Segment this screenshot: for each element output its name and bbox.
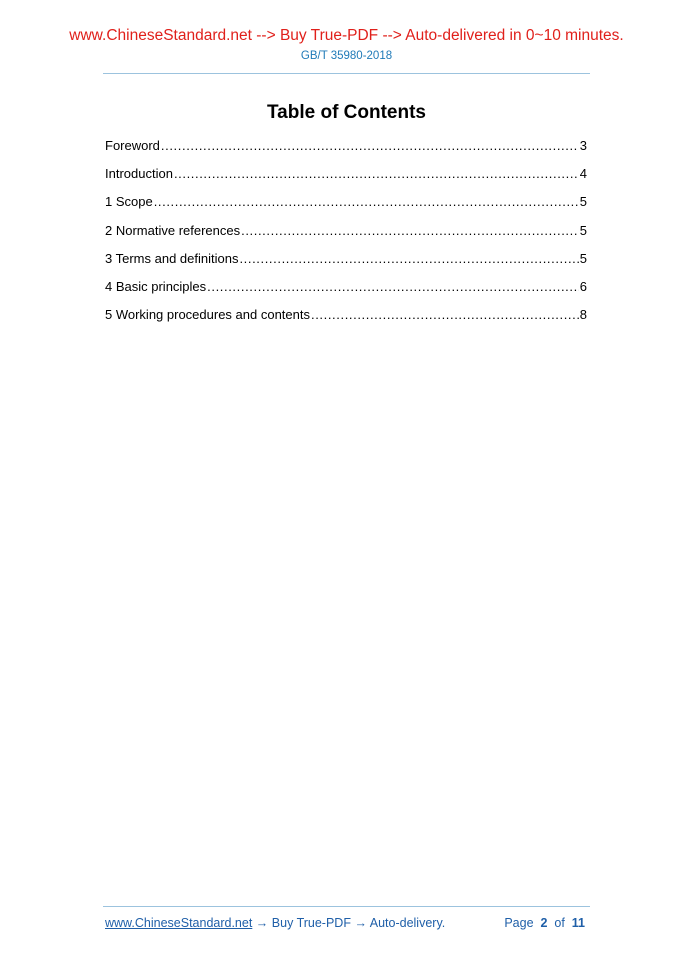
toc-entry-introduction[interactable] bbox=[105, 165, 587, 193]
toc-list bbox=[105, 137, 587, 334]
header-divider bbox=[103, 73, 590, 74]
toc-dot-leader bbox=[161, 138, 579, 154]
toc-entry-label: 1 Scope bbox=[105, 194, 153, 210]
top-banner: www.ChineseStandard.net --> Buy True-PDF --> Auto-delivered in 0~10 minutes. bbox=[69, 27, 624, 44]
toc-entry-page: 5 bbox=[579, 250, 587, 266]
toc-entry-page: 6 bbox=[579, 278, 587, 294]
arrow-right-icon: → bbox=[255, 916, 269, 930]
toc-entry-page: 5 bbox=[579, 222, 587, 238]
toc-entry-label: 2 Normative references bbox=[105, 222, 241, 238]
toc-entry-label: 4 Basic principles bbox=[105, 278, 207, 294]
toc-entry-page: 8 bbox=[579, 307, 587, 323]
toc-entry-page: 3 bbox=[579, 138, 587, 153]
toc-entry-label: 3 Terms and definitions bbox=[105, 250, 239, 266]
toc-dot-leader bbox=[207, 279, 579, 295]
toc-entry-basic-principles[interactable] bbox=[105, 278, 587, 306]
toc-entry-label: 5 Working procedures and contents bbox=[105, 307, 310, 323]
standard-code: GB/T 35980-2018 bbox=[300, 50, 393, 62]
toc-entry-label: Foreword bbox=[105, 138, 160, 153]
footer-divider bbox=[103, 906, 590, 907]
page-number bbox=[504, 916, 585, 930]
toc-title: Table of Contents bbox=[266, 102, 427, 123]
page-label: Page bbox=[504, 916, 534, 930]
toc-entry-page: 5 bbox=[579, 194, 587, 210]
toc-dot-leader bbox=[239, 251, 578, 267]
page-of-label: of bbox=[554, 916, 565, 930]
page-total: 11 bbox=[571, 916, 585, 930]
arrow-right-icon: → bbox=[354, 916, 367, 930]
toc-dot-leader bbox=[174, 166, 579, 182]
toc-entry-terms-and-definitions[interactable] bbox=[105, 250, 587, 278]
toc-entry-scope[interactable] bbox=[105, 193, 587, 221]
footer-site-link[interactable]: www.ChineseStandard.net bbox=[105, 916, 253, 930]
toc-dot-leader bbox=[154, 194, 579, 210]
toc-dot-leader bbox=[311, 307, 579, 323]
toc-dot-leader bbox=[241, 223, 579, 239]
page-current: 2 bbox=[540, 916, 548, 930]
toc-entry-foreword[interactable] bbox=[105, 137, 587, 165]
footer-promo bbox=[105, 916, 445, 930]
toc-entry-label: Introduction bbox=[105, 166, 173, 182]
toc-entry-working-procedures[interactable] bbox=[105, 306, 587, 334]
toc-entry-page: 4 bbox=[579, 166, 587, 182]
footer-delivery-text: Auto-delivery. bbox=[369, 916, 446, 930]
footer-buy-text: Buy True-PDF bbox=[271, 916, 351, 930]
toc-entry-normative-references[interactable] bbox=[105, 222, 587, 250]
